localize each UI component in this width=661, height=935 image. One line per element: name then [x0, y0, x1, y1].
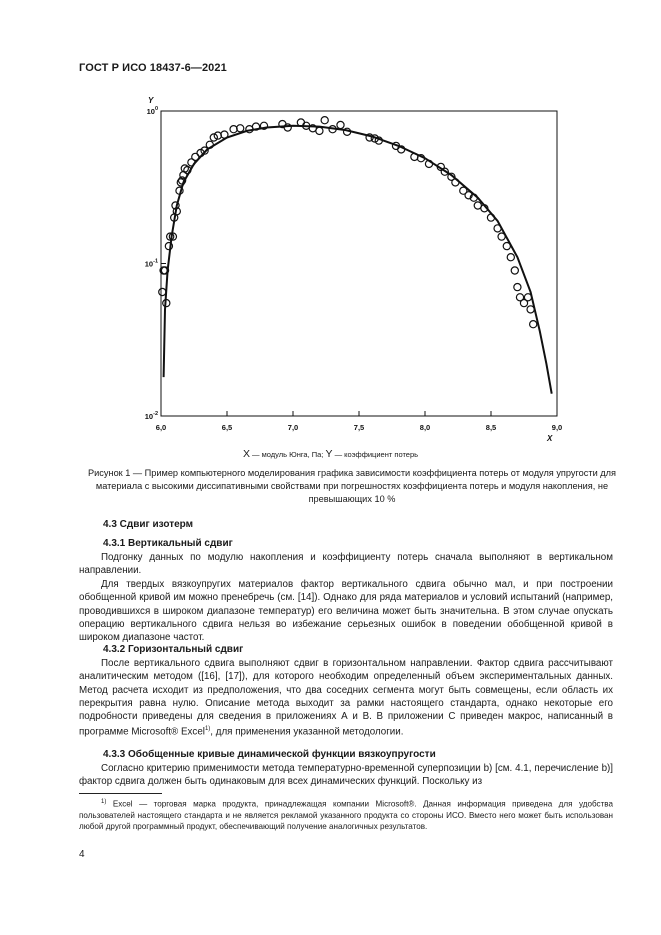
section-heading-4-3-3: 4.3.3 Обобщенные кривые динамической функции вязкоупругости — [103, 749, 436, 760]
x-tick-label: 7,0 — [287, 423, 299, 432]
legend-x-desc: — модуль Юнга, Па; — [249, 450, 326, 459]
footnote-ref: 1) — [204, 726, 211, 733]
x-axis-label: X — [547, 434, 553, 443]
paragraph-4-3-1-a: Подгонку данных по модулю накопления и коэффициенту потерь сначала выполняют в вертикальном направлении. — [79, 552, 613, 577]
data-point — [498, 233, 505, 240]
data-point — [494, 225, 501, 232]
x-tick-label: 7,5 — [353, 423, 365, 432]
data-point — [507, 254, 514, 261]
y-tick-label: $10^0$ — [146, 106, 158, 116]
data-point — [411, 153, 418, 160]
paragraph-4-3-2 — [79, 657, 613, 739]
x-tick-label: 9,0 — [551, 423, 563, 432]
section-heading-4-3: 4.3 Сдвиг изотерм — [103, 519, 194, 530]
legend-y-desc: — коэффициент потерь — [332, 450, 419, 459]
x-tick-label: 6,5 — [221, 423, 233, 432]
data-point — [503, 243, 510, 250]
data-point — [297, 119, 304, 126]
data-point — [316, 127, 323, 134]
footnote-rule — [79, 793, 162, 794]
x-tick-label: 8,5 — [485, 423, 497, 432]
paragraph-4-3-2-text-a: После вертикального сдвига выполняют сдвиг в горизонтальном направлении. Фактор сдвига рассчитывают аналитическим методом ([16], [17]), для которого необходим определенный объем экспериментальных данных. Метод расчета исходит из предположения, что два соседних сегмента могут быть совмещены, если область их перекрытия равна нулю. Описание метода выходит за рамки настоящего стандарта, однако некоторые его подробности приведены для сведения в приложениях А и В. В приложении С приведен макрос, написанный в программе Microsoft® Excel — [79, 658, 613, 738]
data-point — [514, 284, 521, 291]
paragraph-4-3-3: Согласно критерию применимости метода температурно-временной суперпозиции b) [см. 4.1, перечисление b)] фактор сдвига должен быть одинаковым для всех динамических функций. Поскольку из — [79, 763, 613, 788]
data-point — [452, 179, 459, 186]
axis-legend — [0, 448, 661, 460]
data-point — [221, 131, 228, 138]
data-point — [527, 306, 534, 313]
y-tick-label: $10^{-1}$ — [144, 258, 158, 269]
data-point — [284, 124, 291, 131]
loss-factor-chart — [0, 0, 661, 445]
footnote — [79, 797, 613, 832]
data-point — [511, 267, 518, 274]
paragraph-4-3-2-text-b: , для применения указанной методологии. — [210, 726, 404, 738]
footnote-text: Excel — торговая марка продукта, принадлежащая компании Microsoft®. Данная информация приведена для удобства пользователей настоящего стандарта и не является рекламой указанного продукта со стороны ИСО. Вместо него может быть использован любой другой программный продукт, обеспечивающий получение аналогичных результатов. — [79, 799, 613, 831]
plot-frame — [161, 111, 557, 416]
y-axis-label: Y — [148, 96, 154, 105]
legend-x-letter: X — [242, 448, 250, 460]
document-header: ГОСТ Р ИСО 18437-6—2021 — [79, 62, 227, 74]
x-ticks — [156, 411, 562, 432]
data-point — [321, 117, 328, 124]
figure-caption: Рисунок 1 — Пример компьютерного моделирования графика зависимости коэффициента потерь от модуля упругости для материала с высокими диссипативными свойствами при погрешностях коэффициента потерь и модуля накопления, не превышающих 10 % — [88, 468, 616, 504]
data-points — [159, 117, 537, 328]
page-number: 4 — [79, 849, 85, 860]
x-tick-label: 8,0 — [419, 423, 431, 432]
section-heading-4-3-2: 4.3.2 Горизонтальный сдвиг — [103, 644, 244, 655]
y-tick-label: $10^{-2}$ — [144, 411, 158, 421]
data-point — [524, 294, 531, 301]
paragraph-4-3-1-b: Для твердых вязкоупругих материалов фактор вертикального сдвига обычно мал, и при построении обобщенной кривой им можно пренебречь (см. [14]). Однако для ряда материалов и условий испытаний (например, проводившихся в широком диапазоне температур) его величина может быть значительна. В этом случае опускать операцию вертикального сдвига нельзя во избежание серьезных ошибок в поведении обобщенной кривой в широком диапазоне частот. — [79, 579, 613, 644]
footnote-mark: 1) — [101, 799, 107, 805]
fit-curve — [164, 126, 552, 394]
section-heading-4-3-1: 4.3.1 Вертикальный сдвиг — [103, 538, 233, 549]
x-tick-label: 6,0 — [155, 423, 167, 432]
data-point — [159, 288, 166, 295]
data-point — [530, 321, 537, 328]
legend-y-letter: Y — [325, 448, 333, 460]
data-point — [337, 121, 344, 128]
